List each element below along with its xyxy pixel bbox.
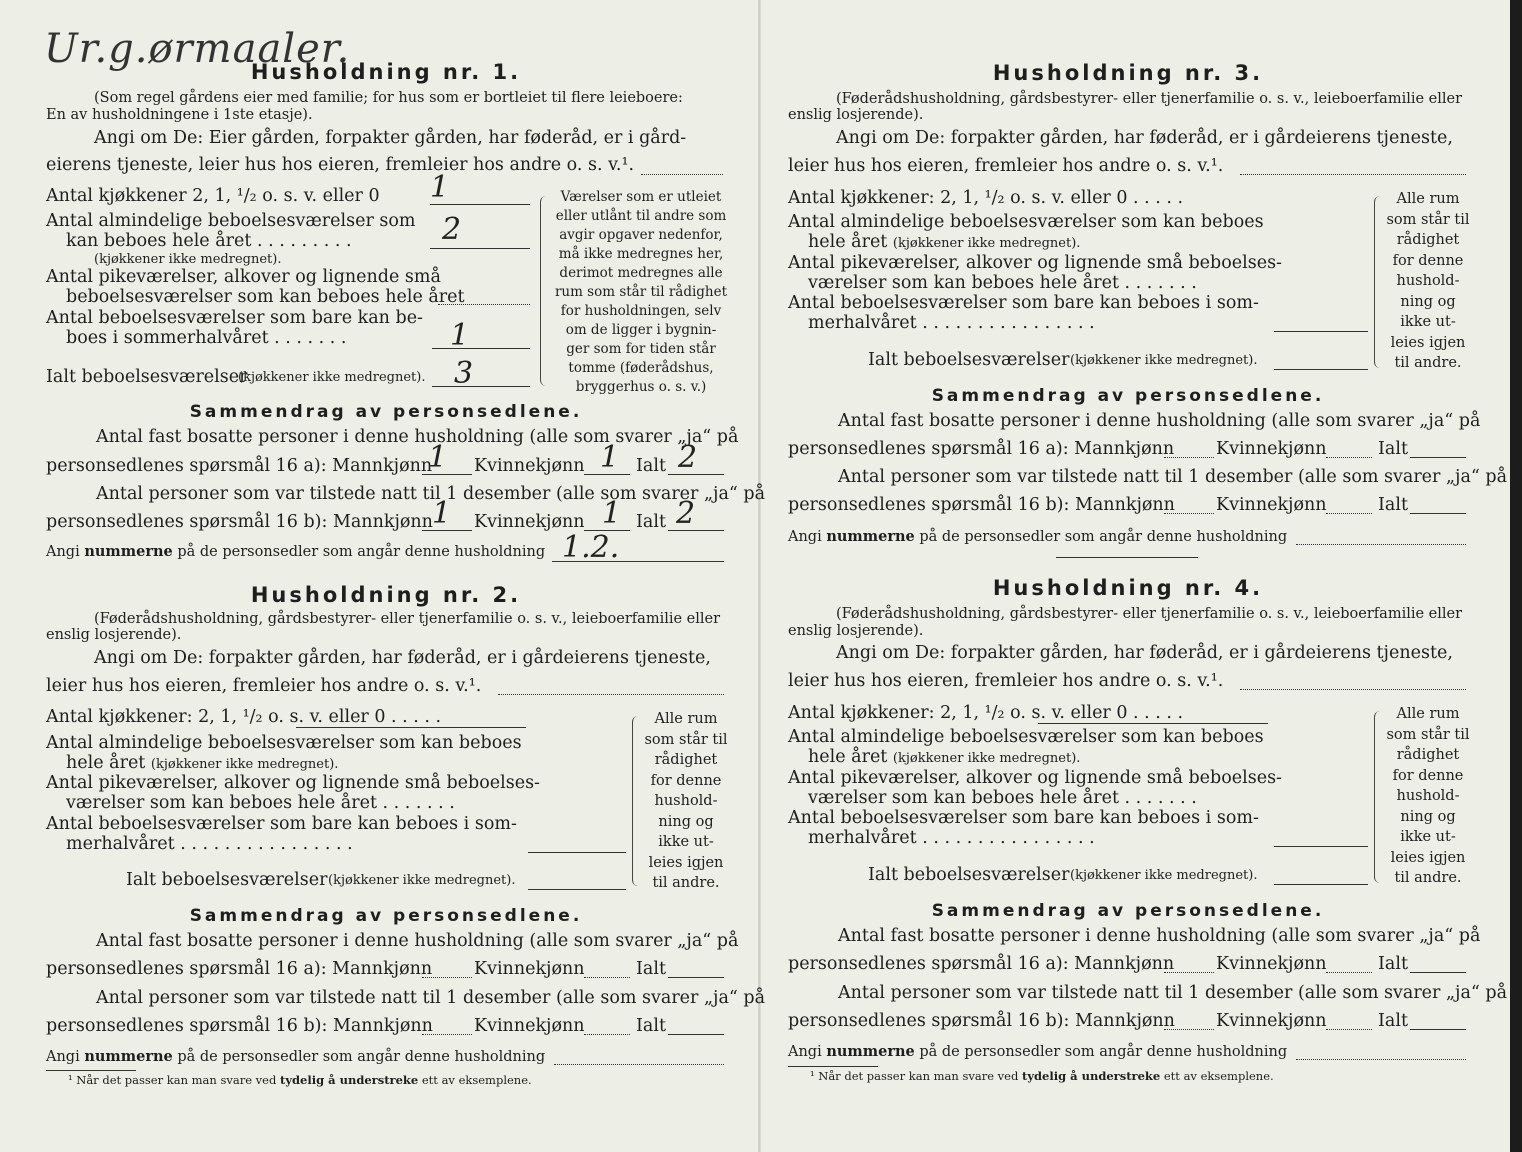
- hh3-pike-label-2: værelser som kan beboes hele året . . . . . . .: [808, 273, 1197, 293]
- hh4-title: Husholdning nr. 4.: [992, 576, 1264, 600]
- hh1-a-line1: Antal fast bosatte personer i denne husholdning (alle som svarer „ja“ på: [96, 427, 739, 447]
- hh3-som-label-2: merhalvåret . . . . . . . . . . . . . . . .: [808, 313, 1095, 333]
- hh4-angi: Angi om De: forpakter gården, har føderåd, er i gårdeierens tjeneste,: [836, 643, 1453, 663]
- hh3-angi: Angi om De: forpakter gården, har føderåd, er i gårdeierens tjeneste,: [836, 128, 1453, 148]
- hh4-side-line: som står til: [1386, 726, 1470, 743]
- hh3-alm-label: Antal almindelige beboelsesværelser som kan beboes: [788, 212, 1264, 232]
- hh1-note: (Som regel gårdens eier med familie; for hus som er bortleiet til flere leieboere:: [94, 90, 683, 106]
- hh2-alm-label-2: hele året (kjøkkener ikke medregnet).: [66, 753, 339, 773]
- sheet-edge: [1510, 0, 1522, 1152]
- hh1-side-line: derimot medregnes alle: [559, 265, 723, 281]
- hh1-angi: Angi om De: Eier gården, forpakter gården, har føderåd, er i gård-: [94, 128, 687, 148]
- hh2-title: Husholdning nr. 2.: [250, 583, 522, 607]
- hh3-side-note: [1380, 189, 1476, 374]
- hh4-ialt-label: Ialt beboelsesværelser: [868, 865, 1070, 885]
- hh2-note-2: enslig losjerende).: [46, 627, 182, 643]
- hh4-a-kvinne-label: Kvinnekjønn: [1216, 954, 1327, 974]
- hh3-note-2: enslig losjerende).: [788, 107, 924, 123]
- hh2-side-line: som står til: [644, 731, 728, 748]
- hh3-ialt-label: Ialt beboelsesværelser: [868, 350, 1070, 370]
- hh2-angi: Angi om De: forpakter gården, har føderåd, er i gårdeierens tjeneste,: [94, 648, 711, 668]
- hh3-side-line: hushold-: [1396, 273, 1460, 289]
- hh2-ialt-note: (kjøkkener ikke medregnet).: [328, 873, 516, 888]
- hh4-side-line: rådighet: [1396, 747, 1460, 763]
- hh4-b-ialt-label: Ialt: [1378, 1011, 1408, 1031]
- hh4-side-line: ning og: [1400, 808, 1456, 825]
- hh4-a-ialt-label: Ialt: [1378, 954, 1408, 974]
- hh2-side-line: for denne: [650, 772, 722, 789]
- hh1-side-line: avgir opgaver nedenfor,: [559, 227, 723, 243]
- hh2-b-line1: Antal personer som var tilstede natt til 1 desember (alle som svarer „ja“ på: [96, 988, 766, 1008]
- hh3-pike-label: Antal pikeværelser, alkover og lignende små beboelses-: [788, 253, 1282, 273]
- hh4-b-kvinne-label: Kvinnekjønn: [1216, 1011, 1327, 1031]
- hh1-a-ialt-label: Ialt: [636, 456, 666, 476]
- hh4-angi-2: leier hus hos eieren, fremleier hos andre o. s. v.¹.: [788, 671, 1224, 691]
- hh1-alm-value: 2: [442, 212, 462, 247]
- hh4-ialt-note: (kjøkkener ikke medregnet).: [1070, 868, 1258, 883]
- hh3-b-line2: personsedlenes spørsmål 16 b): Mannkjønn: [788, 495, 1175, 515]
- hh4-side-line: hushold-: [1396, 788, 1460, 804]
- hh2-angi-2: leier hus hos eieren, fremleier hos andre o. s. v.¹.: [46, 676, 482, 696]
- hh4-note: (Føderådshusholdning, gårdsbestyrer- eller tjenerfamilie o. s. v., leieboerfamilie eller: [836, 606, 1463, 622]
- hh1-ialt-label: Ialt beboelsesværelser: [46, 367, 248, 387]
- hh2-summary-title: Sammendrag av personsedlene.: [189, 906, 583, 926]
- hh4-kjokken-label: Antal kjøkkener: 2, 1, ¹/₂ o. s. v. eller 0 . . . . .: [788, 703, 1184, 723]
- hh2-a-line2: personsedlenes spørsmål 16 a): Mannkjønn: [46, 959, 433, 979]
- hh3-alm-label-2: hele året (kjøkkener ikke medregnet).: [808, 232, 1081, 252]
- hh4-b-line2: personsedlenes spørsmål 16 b): Mannkjønn: [788, 1011, 1175, 1031]
- hh3-a-line2: personsedlenes spørsmål 16 a): Mannkjønn: [788, 439, 1175, 459]
- hh3-kjokken-label: Antal kjøkkener: 2, 1, ¹/₂ o. s. v. eller 0 . . . . .: [788, 188, 1184, 208]
- hh2-alm-label: Antal almindelige beboelsesværelser som kan beboes: [46, 733, 522, 753]
- hh2-nummerne: Angi nummerne på de personsedler som angår denne husholdning: [46, 1048, 546, 1065]
- hh4-side-line: leies igjen: [1390, 849, 1466, 866]
- hh2-side-line: Alle rum: [654, 711, 718, 727]
- hh2-b-ialt-label: Ialt: [636, 1016, 666, 1036]
- hh1-alm-label-2: kan beboes hele året . . . . . . . . .: [66, 231, 352, 251]
- left-footnote: ¹ Når det passer kan man svare ved tydelig å understreke ett av eksemplene.: [68, 1073, 532, 1087]
- hh4-a-line2: personsedlenes spørsmål 16 a): Mannkjønn: [788, 954, 1175, 974]
- hh1-side-note: [551, 188, 731, 397]
- hh2-pike-label: Antal pikeværelser, alkover og lignende små beboelses-: [46, 773, 540, 793]
- hh1-ialt-note: (kjøkkener ikke medregnet).: [238, 370, 426, 385]
- hh1-title: Husholdning nr. 1.: [250, 60, 522, 84]
- hh2-side-line: ikke ut-: [658, 834, 714, 850]
- hh1-side-line: Værelser som er utleiet: [560, 189, 722, 205]
- hh1-a-kvinne: 1: [600, 440, 620, 475]
- hh3-side-line: ning og: [1400, 293, 1456, 310]
- hh1-alm-label: Antal almindelige beboelsesværelser som: [46, 211, 416, 231]
- hh3-som-label: Antal beboelsesværelser som bare kan beboes i som-: [788, 293, 1259, 313]
- hh1-b-line1: Antal personer som var tilstede natt til 1 desember (alle som svarer „ja“ på: [96, 484, 766, 504]
- hh4-note-2: enslig losjerende).: [788, 623, 924, 639]
- hh4-a-line1: Antal fast bosatte personer i denne husholdning (alle som svarer „ja“ på: [838, 926, 1481, 946]
- hh1-pike-label-2: beboelsesværelser som kan beboes hele året: [66, 287, 465, 307]
- hh1-kjokken-label: Antal kjøkkener 2, 1, ¹/₂ o. s. v. eller 0: [46, 186, 380, 206]
- hh1-side-line: bryggerhus o. s. v.): [575, 379, 707, 395]
- hh2-a-line1: Antal fast bosatte personer i denne husholdning (alle som svarer „ja“ på: [96, 931, 739, 951]
- hh4-som-label-2: merhalvåret . . . . . . . . . . . . . . . .: [808, 828, 1095, 848]
- hh1-side-line: tomme (føderådshus,: [568, 360, 714, 376]
- hh2-som-label-2: merhalvåret . . . . . . . . . . . . . . . .: [66, 834, 353, 854]
- hh1-summary-title: Sammendrag av personsedlene.: [189, 402, 583, 422]
- hh1-b-kvinne: 1: [602, 496, 622, 531]
- hh3-summary-title: Sammendrag av personsedlene.: [931, 386, 1325, 406]
- hh2-a-ialt-label: Ialt: [636, 959, 666, 979]
- hh1-b-ialt: 2: [676, 496, 696, 531]
- hh1-pike-label: Antal pikeværelser, alkover og lignende små: [46, 267, 441, 287]
- hh1-b-kvinne-label: Kvinnekjønn: [474, 512, 585, 532]
- hh2-kjokken-label: Antal kjøkkener: 2, 1, ¹/₂ o. s. v. eller 0 . . . . .: [46, 707, 442, 727]
- hh4-alm-label: Antal almindelige beboelsesværelser som kan beboes: [788, 727, 1264, 747]
- hh1-a-ialt: 2: [678, 440, 698, 475]
- hh3-b-kvinne-label: Kvinnekjønn: [1216, 495, 1327, 515]
- hh1-side-line: om de ligger i bygnin-: [565, 322, 717, 338]
- handwritten-annotation: Ur.g.ørmaaler.: [44, 26, 351, 72]
- hh1-b-ialt-label: Ialt: [636, 512, 666, 532]
- hh1-a-mann: 1: [428, 440, 448, 475]
- hh3-side-line: for denne: [1392, 252, 1464, 269]
- hh3-a-line1: Antal fast bosatte personer i denne husholdning (alle som svarer „ja“ på: [838, 411, 1481, 431]
- hh2-som-label: Antal beboelsesværelser som bare kan beboes i som-: [46, 814, 517, 834]
- hh4-pike-label: Antal pikeværelser, alkover og lignende små beboelses-: [788, 768, 1282, 788]
- hh1-side-line: for husholdningen, selv: [560, 303, 722, 319]
- hh1-a-kvinne-label: Kvinnekjønn: [474, 456, 585, 476]
- hh3-nummerne: Angi nummerne på de personsedler som angår denne husholdning: [788, 528, 1288, 545]
- hh4-side-line: for denne: [1392, 767, 1464, 784]
- hh2-ialt-label: Ialt beboelsesværelser: [126, 870, 328, 890]
- hh3-angi-2: leier hus hos eieren, fremleier hos andre o. s. v.¹.: [788, 156, 1224, 176]
- hh1-b-line2: personsedlenes spørsmål 16 b): Mannkjønn: [46, 512, 433, 532]
- hh2-side-line: hushold-: [654, 793, 718, 809]
- hh1-a-line2: personsedlenes spørsmål 16 a): Mannkjønn: [46, 456, 433, 476]
- hh1-som-label: Antal beboelsesværelser som bare kan be-: [46, 308, 423, 328]
- hh3-note: (Føderådshusholdning, gårdsbestyrer- eller tjenerfamilie o. s. v., leieboerfamilie eller: [836, 91, 1463, 107]
- hh3-side-line: leies igjen: [1390, 334, 1466, 351]
- hh1-nummerne-value: 1.2.: [562, 530, 620, 565]
- hh2-pike-label-2: værelser som kan beboes hele året . . . . . . .: [66, 793, 455, 813]
- hh3-b-line1: Antal personer som var tilstede natt til 1 desember (alle som svarer „ja“ på: [838, 467, 1508, 487]
- hh3-side-line: ikke ut-: [1400, 314, 1456, 330]
- hh2-side-line: ning og: [658, 813, 714, 830]
- hh4-pike-label-2: værelser som kan beboes hele året . . . . . . .: [808, 788, 1197, 808]
- hh2-side-note: [638, 709, 734, 894]
- hh3-a-ialt-label: Ialt: [1378, 439, 1408, 459]
- hh3-side-line: Alle rum: [1396, 191, 1460, 207]
- hh4-side-note: [1380, 704, 1476, 889]
- hh2-side-line: til andre.: [652, 875, 720, 891]
- hh1-side-line: ger som for tiden står: [566, 341, 716, 357]
- hh1-som-value: 1: [450, 318, 470, 353]
- hh4-som-label: Antal beboelsesværelser som bare kan beboes i som-: [788, 808, 1259, 828]
- hh3-b-ialt-label: Ialt: [1378, 495, 1408, 515]
- hh1-b-mann: 1: [432, 496, 452, 531]
- hh2-a-kvinne-label: Kvinnekjønn: [474, 959, 585, 979]
- hh3-a-kvinne-label: Kvinnekjønn: [1216, 439, 1327, 459]
- hh4-b-line1: Antal personer som var tilstede natt til 1 desember (alle som svarer „ja“ på: [838, 983, 1508, 1003]
- hh1-ialt-value: 3: [454, 356, 474, 391]
- hh1-kjokken-value: 1: [430, 170, 450, 205]
- hh4-summary-title: Sammendrag av personsedlene.: [931, 901, 1325, 921]
- hh1-side-line: eller utlånt til andre som: [555, 208, 727, 224]
- hh4-alm-label-2: hele året (kjøkkener ikke medregnet).: [808, 747, 1081, 767]
- hh1-som-label-2: boes i sommerhalvåret . . . . . . .: [66, 328, 347, 348]
- hh3-side-line: til andre.: [1394, 355, 1462, 371]
- hh4-nummerne: Angi nummerne på de personsedler som angår denne husholdning: [788, 1043, 1288, 1060]
- hh3-ialt-note: (kjøkkener ikke medregnet).: [1070, 353, 1258, 368]
- hh1-angi-2: eierens tjeneste, leier hus hos eieren, fremleier hos andre o. s. v.¹.: [46, 155, 635, 175]
- hh3-title: Husholdning nr. 3.: [992, 61, 1264, 85]
- hh2-b-kvinne-label: Kvinnekjønn: [474, 1016, 585, 1036]
- hh2-b-line2: personsedlenes spørsmål 16 b): Mannkjønn: [46, 1016, 433, 1036]
- page-fold: [758, 0, 761, 1152]
- hh3-side-line: som står til: [1386, 211, 1470, 228]
- hh1-side-line: må ikke medregnes her,: [558, 246, 724, 262]
- hh1-nummerne: Angi nummerne på de personsedler som angår denne husholdning: [46, 543, 546, 560]
- hh4-side-line: ikke ut-: [1400, 829, 1456, 845]
- right-footnote: ¹ Når det passer kan man svare ved tydelig å understreke ett av eksemplene.: [810, 1069, 1274, 1083]
- hh4-side-line: Alle rum: [1396, 706, 1460, 722]
- hh1-note-2: En av husholdningene i 1ste etasje).: [46, 107, 313, 123]
- hh2-side-line: rådighet: [654, 752, 718, 768]
- hh2-note: (Føderådshusholdning, gårdsbestyrer- eller tjenerfamilie o. s. v., leieboerfamilie eller: [94, 611, 721, 627]
- hh1-alm-note: (kjøkkener ikke medregnet).: [94, 252, 282, 267]
- hh2-side-line: leies igjen: [648, 854, 724, 871]
- hh3-side-line: rådighet: [1396, 232, 1460, 248]
- hh4-side-line: til andre.: [1394, 870, 1462, 886]
- hh1-side-line: rum som står til rådighet: [554, 284, 728, 300]
